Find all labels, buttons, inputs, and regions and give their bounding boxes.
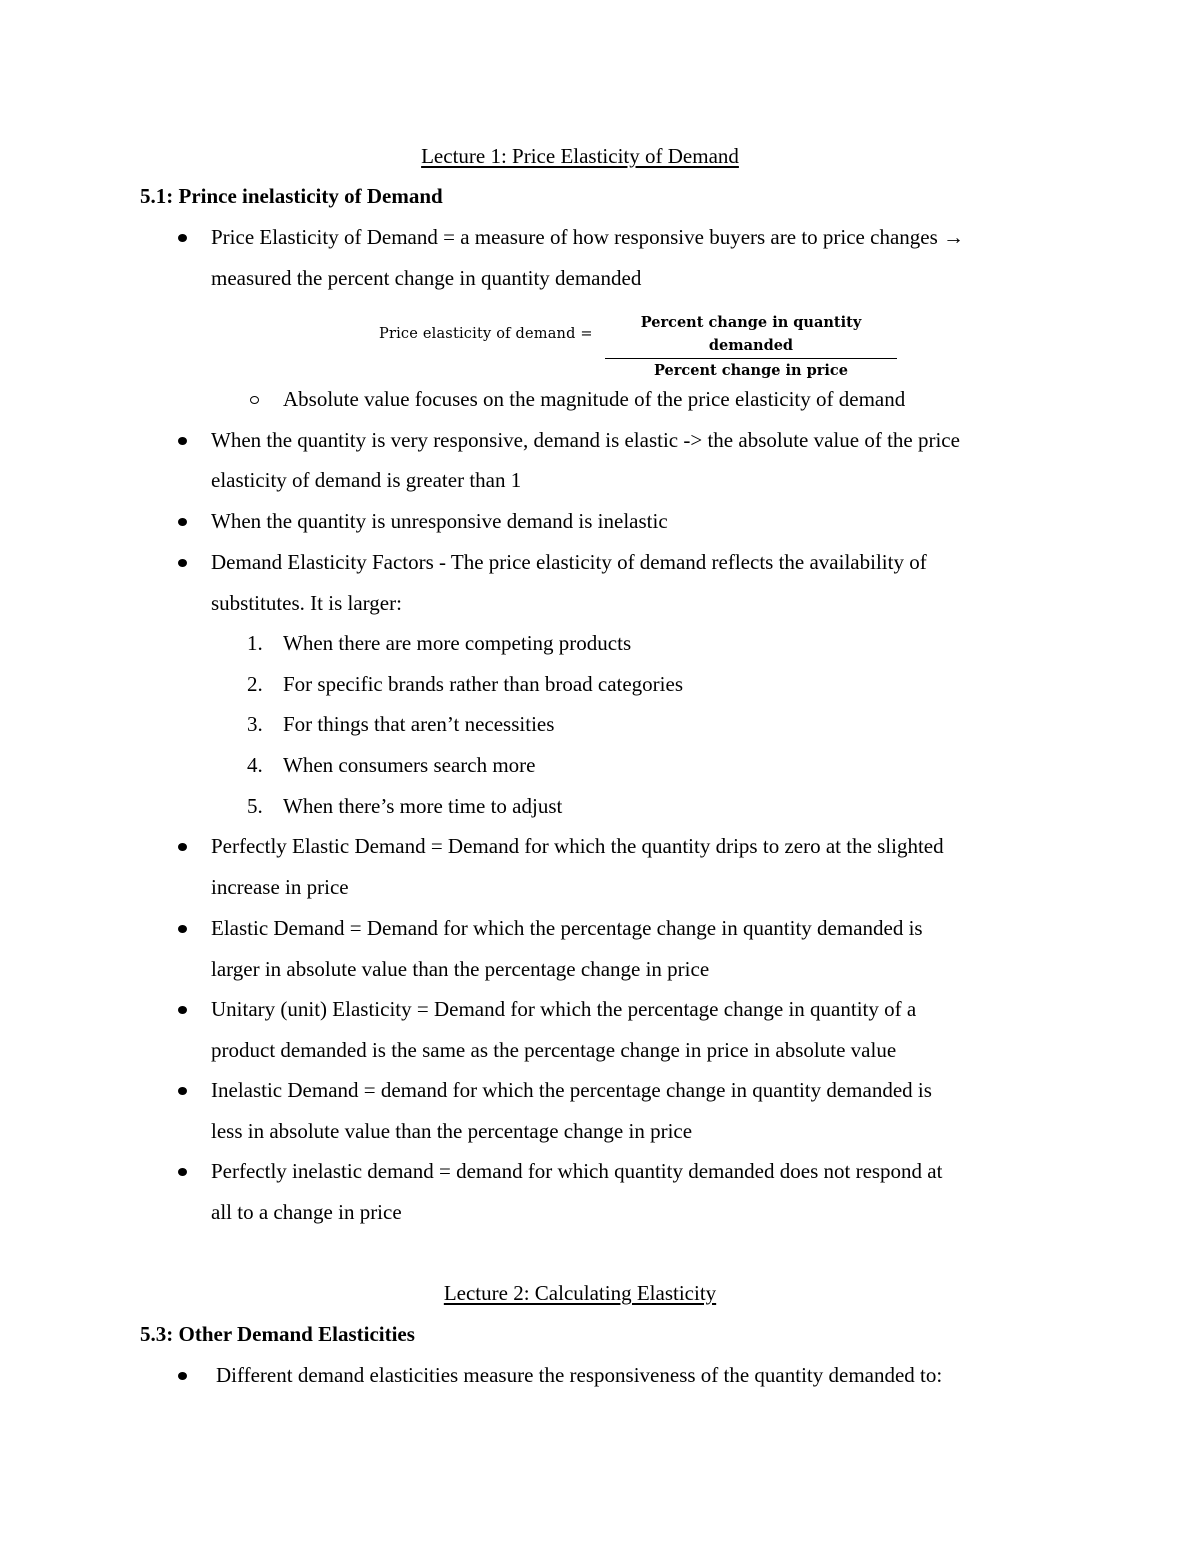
fraction-bar: [605, 358, 897, 359]
formula-numerator: Percent change in quantity demanded: [640, 314, 862, 354]
bullet-2-line-1: When the quantity is very responsive, demand is elastic -> the absolute value of the price: [211, 428, 960, 452]
list-number: 5.: [247, 794, 263, 818]
bullet-icon: [178, 1087, 187, 1095]
bullet-6-line-1: Elastic Demand = Demand for which the percentage change in quantity demanded is: [211, 916, 923, 940]
bullet-4-line-2: substitutes. It is larger:: [211, 591, 402, 615]
bullet-9-line-1: Perfectly inelastic demand = demand for which quantity demanded does not respond at: [211, 1159, 943, 1183]
list-item: For specific brands rather than broad categories: [283, 672, 684, 696]
section-5-1-heading: 5.1: Prince inelasticity of Demand: [140, 184, 443, 208]
bullet-icon: [178, 925, 187, 933]
bullet-icon: [178, 843, 187, 851]
sub-bullet-absolute-value: Absolute value focuses on the magnitude of the price elasticity of demand: [283, 387, 906, 411]
bullet-icon: [178, 559, 187, 567]
list-item: When consumers search more: [283, 753, 536, 777]
bullet-2-line-2: elasticity of demand is greater than 1: [211, 468, 522, 492]
list-number: 4.: [247, 753, 263, 777]
formula-fraction: [605, 311, 897, 381]
bullet-9-line-2: all to a change in price: [211, 1200, 402, 1224]
bullet-4-line-1: Demand Elasticity Factors - The price elasticity of demand reflects the availability of: [211, 550, 927, 574]
list-number: 2.: [247, 672, 263, 696]
formula-denominator: Percent change in price: [654, 362, 848, 379]
bullet-5-line-2: increase in price: [211, 875, 349, 899]
bullet-8-line-1: Inelastic Demand = demand for which the percentage change in quantity demanded is: [211, 1078, 932, 1102]
bullet-1-line-2: measured the percent change in quantity demanded: [211, 266, 642, 290]
list-number: 3.: [247, 712, 263, 736]
list-item: When there’s more time to adjust: [283, 794, 563, 818]
lecture-1-title: Lecture 1: Price Elasticity of Demand: [421, 144, 739, 168]
list-number: 1.: [247, 631, 263, 655]
bullet-icon: [178, 1168, 187, 1176]
bullet-icon: [178, 518, 187, 526]
bullet-icon: [178, 1372, 187, 1380]
bullet-5-line-1: Perfectly Elastic Demand = Demand for which the quantity drips to zero at the slighted: [211, 834, 944, 858]
bullet-7-line-2: product demanded is the same as the percentage change in price in absolute value: [211, 1038, 897, 1062]
lecture-2-title: Lecture 2: Calculating Elasticity: [443, 1281, 717, 1305]
list-item: For things that aren’t necessities: [283, 712, 555, 736]
bullet-6-line-2: larger in absolute value than the percentage change in price: [211, 957, 710, 981]
bullet-1-line-1: Price Elasticity of Demand = a measure of how responsive buyers are to price changes →: [211, 225, 965, 249]
bullet-icon: [178, 437, 187, 445]
bullet-7-line-1: Unitary (unit) Elasticity = Demand for which the percentage change in quantity of a: [211, 997, 917, 1021]
bullet-icon: [178, 234, 187, 242]
hollow-bullet-icon: [250, 396, 259, 404]
section-5-3-heading: 5.3: Other Demand Elasticities: [140, 1322, 415, 1346]
lecture-2-bullet-1: Different demand elasticities measure the responsiveness of the quantity demanded to:: [216, 1363, 943, 1387]
list-item: When there are more competing products: [283, 631, 632, 655]
bullet-3: When the quantity is unresponsive demand is inelastic: [211, 509, 668, 533]
bullet-8-line-2: less in absolute value than the percentage change in price: [211, 1119, 693, 1143]
bullet-icon: [178, 1006, 187, 1014]
formula-lhs: Price elasticity of demand =: [379, 326, 593, 342]
elasticity-formula: [379, 311, 899, 379]
